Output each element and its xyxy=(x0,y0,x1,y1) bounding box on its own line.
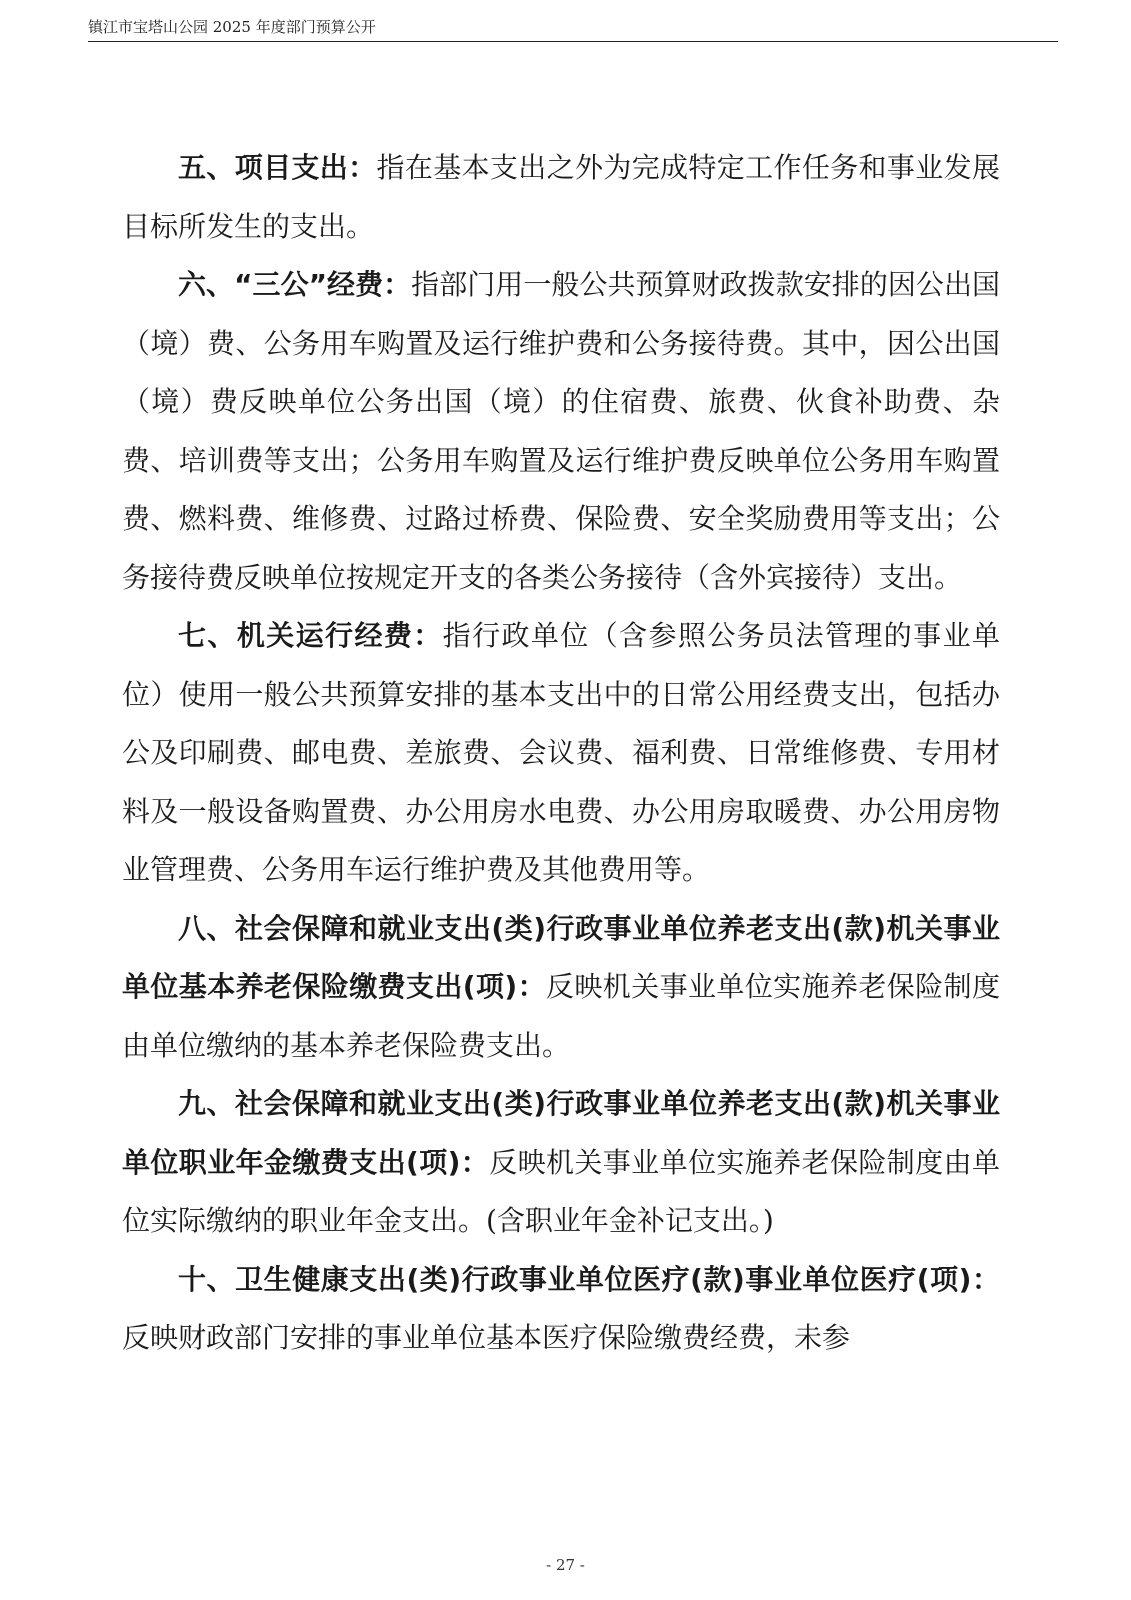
term-label: 七、机关运行经费： xyxy=(178,619,443,652)
term-definition: 反映机关事业单位实施养老保险制度由单位缴纳的基本养老保险费支出。 xyxy=(122,970,1000,1062)
header-title: 镇江市宝塔山公园 2025 年度部门预算公开 xyxy=(88,18,376,36)
term-label: 六、“三公”经费： xyxy=(178,268,412,301)
term-definition: 指在基本支出之外为完成特定工作任务和事业发展目标所发生的支出。 xyxy=(122,151,1000,243)
document-body xyxy=(122,139,1000,1368)
term-label: 八、社会保障和就业支出(类)行政事业单位养老支出(款)机关事业单位基本养老保险缴费支出(项)： xyxy=(122,911,1000,1003)
paragraph-occupational-annuity xyxy=(122,1075,1000,1251)
page-header xyxy=(88,14,1058,42)
paragraph-institution-medical xyxy=(122,1251,1000,1368)
term-definition: 反映机关事业单位实施养老保险制度由单位实际缴纳的职业年金支出。(含职业年金补记支出。) xyxy=(122,1145,1000,1237)
term-definition: 反映财政部门安排的事业单位基本医疗保险缴费经费，未参 xyxy=(122,1321,851,1354)
term-definition: 指行政单位（含参照公务员法管理的事业单位）使用一般公共预算安排的基本支出中的日常公用经费支出，包括办公及印刷费、邮电费、差旅费、会议费、福利费、日常维修费、专用材料及一般设备购置费、办公用房水电费、办公用房取暖费、办公用房物业管理费、公务用车运行维护费及其他费用等。 xyxy=(122,619,1000,886)
term-label: 五、项目支出： xyxy=(178,151,377,184)
term-label: 十、卫生健康支出(类)行政事业单位医疗(款)事业单位医疗(项)： xyxy=(178,1262,1000,1296)
term-definition: 指部门用一般公共预算财政拨款安排的因公出国（境）费、公务用车购置及运行维护费和公务接待费。其中，因公出国（境）费反映单位公务出国（境）的住宿费、旅费、伙食补助费、杂费、培训费等支出；公务用车购置及运行维护费反映单位公务用车购置费、燃料费、维修费、过路过桥费、保险费、安全奖励费用等支出；公务接待费反映单位按规定开支的各类公务接待（含外宾接待）支出。 xyxy=(122,268,1000,594)
paragraph-agency-operating-funds xyxy=(122,607,1000,900)
page-number: - 27 - xyxy=(546,1556,585,1574)
paragraph-basic-pension-insurance xyxy=(122,900,1000,1076)
paragraph-three-public-funds xyxy=(122,256,1000,607)
term-label: 九、社会保障和就业支出(类)行政事业单位养老支出(款)机关事业单位职业年金缴费支出(项)： xyxy=(122,1087,1000,1179)
paragraph-project-expenditure xyxy=(122,139,1000,256)
